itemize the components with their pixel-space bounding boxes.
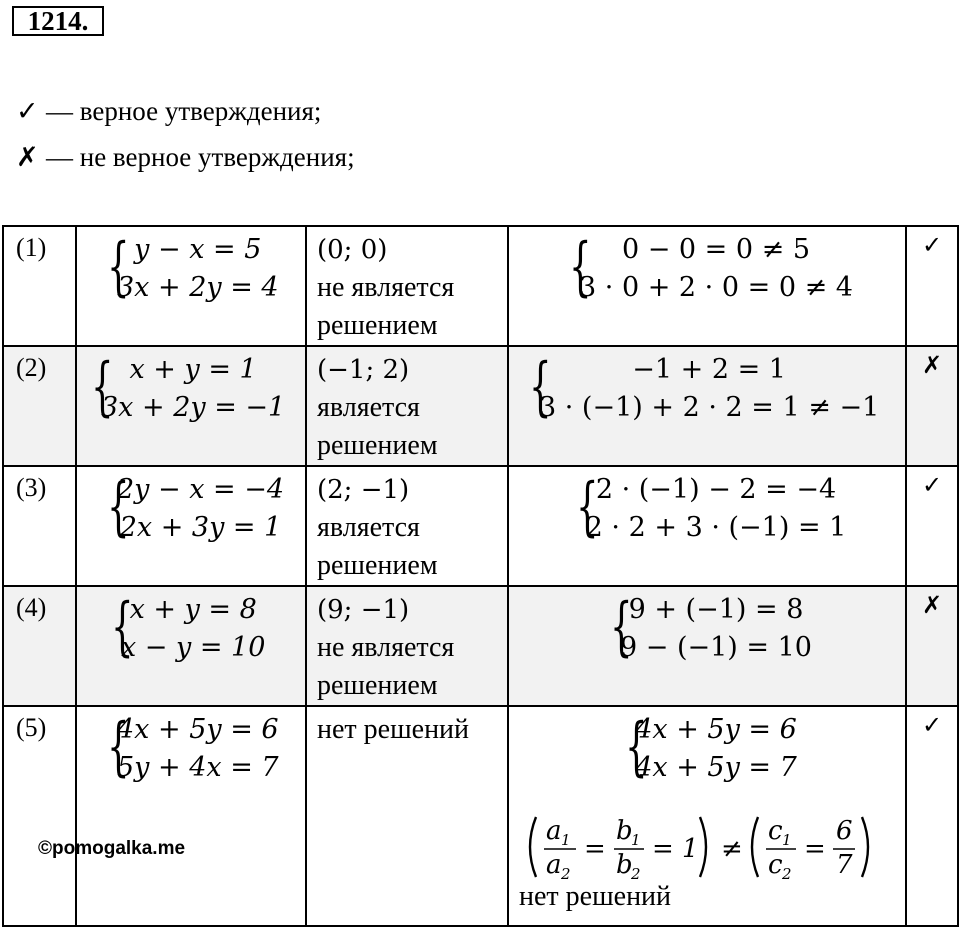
svg-text:2: 2	[561, 865, 571, 879]
ratio-a1: a	[546, 816, 562, 846]
svg-text:1: 1	[782, 831, 792, 849]
svg-text:=: =	[804, 834, 826, 864]
svg-text:2: 2	[631, 865, 641, 879]
solution-cell	[307, 587, 507, 705]
equation: 5y + 4x = 7	[117, 752, 279, 783]
row-index: (2)	[16, 353, 47, 382]
verdict-line: решением	[317, 670, 438, 701]
cross-icon: ✗	[921, 593, 943, 619]
equation: 2x + 3y = 1	[119, 512, 282, 543]
check-icon: ✓	[921, 233, 943, 259]
check-equation: 0 − 0 = 0 ≠ 5	[621, 234, 811, 265]
row-index: (3)	[16, 473, 47, 502]
check-system	[509, 587, 905, 667]
verdict-line: является	[317, 512, 420, 543]
legend-incorrect-text: — не верное утверждения;	[46, 142, 355, 172]
check-equation: 4x + 5y = 6	[635, 714, 797, 745]
check-system	[509, 347, 905, 427]
ratio-c1: c	[768, 816, 783, 846]
table-row	[3, 226, 958, 346]
problem-number: 1214.	[12, 6, 104, 36]
svg-text:1: 1	[631, 831, 641, 849]
equation: x − y = 10	[121, 632, 266, 663]
brace-icon: {	[625, 710, 648, 784]
brace-icon: {	[107, 710, 130, 784]
check-equation: 9 + (−1) = 8	[628, 594, 804, 625]
point: (9; −1)	[317, 595, 410, 625]
ratio-c2: c	[768, 850, 783, 879]
point: (2; −1)	[317, 475, 410, 505]
conclusion: нет решений	[519, 881, 672, 912]
check-equation: 3 · 0 + 2 · 0 = 0 ≠ 4	[579, 272, 853, 303]
solution-cell	[307, 227, 507, 345]
ratio-a2: a	[546, 850, 562, 879]
check-equation: −1 + 2 = 1	[632, 354, 786, 385]
table-row	[3, 346, 958, 466]
equation-system	[77, 707, 305, 787]
check-equation: 9 − (−1) = 10	[620, 632, 812, 663]
ratio-one: 1	[682, 834, 699, 864]
solution-table	[2, 225, 959, 927]
check-system	[509, 227, 905, 307]
check-equation: 2 · 2 + 3 · (−1) = 1	[585, 512, 847, 543]
equation: 3x + 2y = 4	[117, 272, 279, 303]
point: (−1; 2)	[317, 355, 410, 385]
solution-cell	[307, 467, 507, 585]
verdict-line: решением	[317, 550, 438, 581]
solution-cell	[307, 707, 507, 749]
check-icon: ✓	[921, 713, 943, 739]
check-equation: 2 · (−1) − 2 = −4	[595, 474, 837, 505]
check-icon: ✓	[921, 473, 943, 499]
legend-correct	[16, 96, 321, 126]
svg-text:2: 2	[782, 865, 792, 879]
svg-text:=: =	[652, 834, 674, 864]
brace-icon: {	[107, 470, 130, 544]
brace-icon: {	[569, 230, 592, 304]
table-row	[3, 586, 958, 706]
verdict-line: является	[317, 392, 420, 423]
brace-icon: {	[575, 470, 599, 544]
check-equation: 3 · (−1) + 2 · 2 = 1 ≠ −1	[539, 392, 880, 423]
equation: 2y − x = −4	[117, 474, 285, 505]
solution-cell	[307, 347, 507, 465]
legend-incorrect	[16, 142, 355, 172]
equation-system	[77, 227, 305, 307]
equation: y − x = 5	[134, 234, 262, 265]
equation: 4x + 5y = 6	[117, 714, 279, 745]
row-index: (1)	[16, 233, 47, 262]
equation: x + y = 8	[129, 594, 257, 625]
point: (0; 0)	[317, 235, 388, 265]
equation-system	[77, 347, 305, 427]
svg-text:1: 1	[561, 831, 571, 849]
verdict-line: решением	[317, 430, 438, 461]
equation: x + y = 1	[129, 354, 257, 385]
cross-icon: ✗	[921, 353, 943, 379]
equation: 3x + 2y = −1	[101, 392, 286, 423]
equation-system	[77, 587, 305, 667]
verdict-line: не является	[317, 272, 455, 303]
ratio-b2: b	[616, 850, 633, 879]
check-system	[509, 467, 905, 547]
brace-icon: {	[107, 230, 130, 304]
svg-text:≠: ≠	[721, 834, 743, 864]
check-system	[509, 707, 905, 787]
svg-text:=: =	[584, 834, 606, 864]
check-icon: ✓	[16, 96, 39, 126]
verdict-line: не является	[317, 632, 455, 663]
check-equation: 4x + 5y = 7	[635, 752, 797, 783]
ratio-seven: 7	[836, 850, 853, 879]
coefficient-ratio	[524, 815, 889, 879]
brace-icon: {	[91, 350, 114, 424]
ratio-b1: b	[616, 816, 633, 846]
no-solution-label: нет решений	[317, 714, 470, 745]
table-row	[3, 706, 958, 926]
row-index: (5)	[16, 713, 47, 742]
equation-system	[77, 467, 305, 547]
row-index: (4)	[16, 593, 47, 622]
verdict-line: решением	[317, 310, 438, 341]
brace-icon: {	[610, 590, 633, 664]
watermark: ©pomogalka.me	[38, 838, 186, 859]
brace-icon: {	[111, 590, 134, 664]
table-row	[3, 466, 958, 586]
brace-icon: {	[529, 350, 552, 424]
legend-correct-text: — верное утверждения;	[46, 96, 322, 126]
cross-icon: ✗	[16, 142, 39, 172]
ratio-six: 6	[836, 816, 853, 846]
